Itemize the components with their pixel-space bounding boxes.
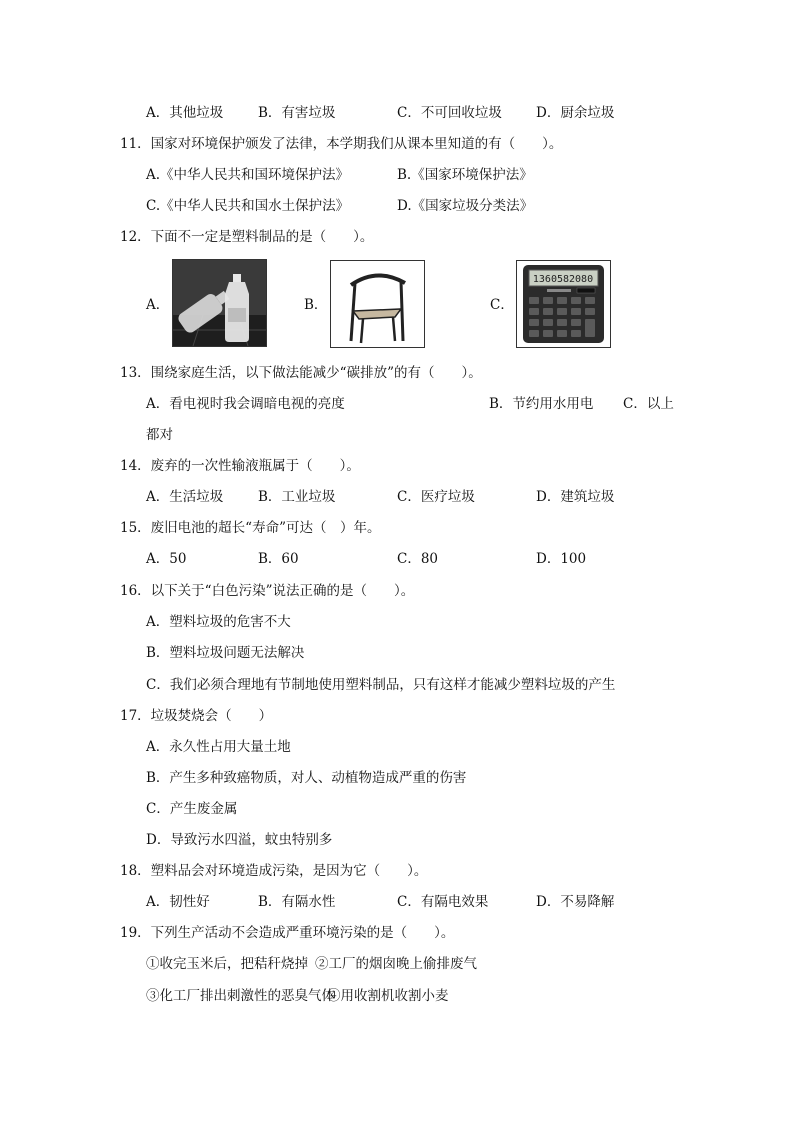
q16-option-c: C．我们必须合理地有节制地使用塑料制品，只有这样才能减少塑料垃圾的产生 bbox=[146, 677, 616, 693]
q11-option-b: B.《国家环境保护法》 bbox=[397, 167, 533, 183]
q10-option-d: D．厨余垃圾 bbox=[536, 105, 615, 121]
q19-item-3: ③化工厂排出刺激性的恶臭气体 bbox=[146, 988, 335, 1004]
q19-stem: 19．下列生产活动不会造成严重环境污染的是（ ）。 bbox=[120, 925, 455, 941]
q13-option-b: B．节约用水用电 bbox=[489, 396, 594, 412]
q17-stem: 17．垃圾焚烧会（ ） bbox=[120, 708, 273, 724]
q17-option-c: C．产生废金属 bbox=[146, 801, 238, 817]
q10-option-a: A．其他垃圾 bbox=[146, 105, 224, 121]
q13-option-c: C．以上 bbox=[623, 396, 674, 412]
q12-stem: 12．下面不一定是塑料制品的是（ ）。 bbox=[120, 229, 374, 245]
q12-option-a-label: A． bbox=[146, 297, 170, 313]
q14-option-a: A．生活垃圾 bbox=[146, 489, 224, 505]
q18-option-a: A．韧性好 bbox=[146, 894, 210, 910]
q15-option-d: D．100 bbox=[536, 551, 587, 567]
q17-option-a: A．永久性占用大量土地 bbox=[146, 739, 291, 755]
q12-calculator-image bbox=[516, 260, 611, 348]
q10-option-b: B．有害垃圾 bbox=[258, 105, 336, 121]
q18-stem: 18．塑料品会对环境造成污染，是因为它（ ）。 bbox=[120, 863, 428, 879]
q10-option-c: C．不可回收垃圾 bbox=[397, 105, 502, 121]
q14-stem: 14．废弃的一次性输液瓶属于（ ）。 bbox=[120, 458, 360, 474]
q12-chair-image bbox=[330, 260, 425, 348]
q13-stem: 13．围绕家庭生活，以下做法能减少“碳排放”的有（ ）。 bbox=[120, 365, 482, 381]
q15-option-b: B．60 bbox=[258, 551, 299, 567]
q12-option-c-label: C． bbox=[490, 297, 514, 313]
q11-stem: 11．国家对环境保护颁发了法律，本学期我们从课本里知道的有（ ）。 bbox=[120, 136, 563, 152]
q19-item-4: ④用收割机收割小麦 bbox=[327, 988, 449, 1004]
q13-option-a: A．看电视时我会调暗电视的亮度 bbox=[146, 396, 345, 412]
q16-option-a: A．塑料垃圾的危害不大 bbox=[146, 614, 291, 630]
q11-option-a: A.《中华人民共和国环境保护法》 bbox=[146, 167, 350, 183]
q15-stem: 15．废旧电池的超长“寿命”可达（ ）年。 bbox=[120, 520, 381, 536]
q17-option-d: D．导致污水四溢，蚊虫特别多 bbox=[146, 832, 333, 848]
q18-option-d: D．不易降解 bbox=[536, 894, 615, 910]
q12-bottles-image bbox=[172, 259, 267, 347]
q14-option-d: D．建筑垃圾 bbox=[536, 489, 615, 505]
q15-option-c: C．80 bbox=[397, 551, 439, 567]
q14-option-c: C．医疗垃圾 bbox=[397, 489, 475, 505]
q19-item-1: ①收完玉米后，把秸秆烧掉 bbox=[146, 956, 308, 972]
q16-stem: 16．以下关于“白色污染”说法正确的是（ ）。 bbox=[120, 583, 415, 599]
q14-option-b: B．工业垃圾 bbox=[258, 489, 336, 505]
q16-option-b: B．塑料垃圾问题无法解决 bbox=[146, 645, 305, 661]
q11-option-c: C.《中华人民共和国水土保护法》 bbox=[146, 198, 350, 214]
q18-option-b: B．有隔水性 bbox=[258, 894, 336, 910]
q17-option-b: B．产生多种致癌物质，对人、动植物造成严重的伤害 bbox=[146, 770, 467, 786]
q13-option-c-cont: 都对 bbox=[146, 427, 173, 443]
q15-option-a: A．50 bbox=[146, 551, 187, 567]
q12-option-b-label: B． bbox=[304, 297, 328, 313]
q19-item-2: ②工厂的烟囱晚上偷排废气 bbox=[315, 956, 477, 972]
q11-option-d: D.《国家垃圾分类法》 bbox=[397, 198, 534, 214]
q18-option-c: C．有隔电效果 bbox=[397, 894, 489, 910]
calculator-display: 1360582080 bbox=[532, 274, 594, 285]
